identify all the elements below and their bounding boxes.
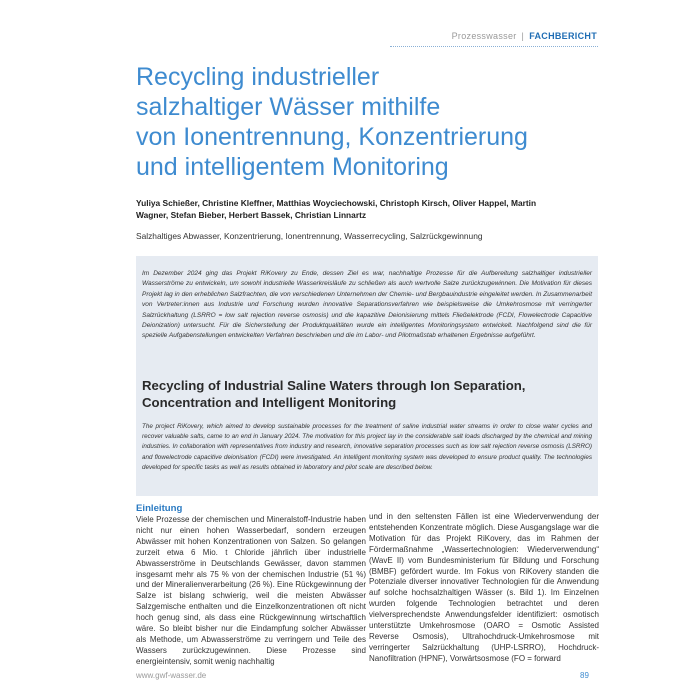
keyword-list: Salzhaltiges Abwasser, Konzentrierung, Ionentrennung, Wasserrecycling, Salzrückgewinnung: [136, 231, 483, 241]
title-line: Recycling industrieller: [136, 63, 380, 91]
title-line: salzhaltiger Wässer mithilfe: [136, 93, 441, 121]
footer-url: www.gwf-wasser.de: [136, 671, 207, 680]
article-title: [136, 62, 606, 182]
author-list: Yuliya Schießer, Christine Kleffner, Matthias Woyciechowski, Christoph Kirsch, Oliver Happel, Martin Wagner, Stefan Bieber, Herbert Bassek, Christian Linnartz: [136, 198, 537, 220]
title-line: und intelligentem Monitoring: [136, 153, 449, 181]
body-column-right: [369, 512, 599, 665]
english-title: [136, 377, 598, 411]
english-title-line: Recycling of Industrial Saline Waters through Ion Separation,: [142, 378, 526, 393]
english-title-line: Concentration and Intelligent Monitoring: [142, 395, 397, 410]
abstract-english: The project RiKovery, which aimed to develop sustainable processes for the treatment of saline industrial water streams in order to close water cycles and recover valuable salts, came to an end in January 2024. The motivation for this project lay in the considerable salt loads discharged by the chemical and mining industries. In collaboration with representatives from industry and research, innovative separation processes such as low salt rejection reverse osmosis (LSRRO) and flowelectrode capacitive deionisation (FCDI) were investigated. An intelligent monitoring system was developed to ensure product quality. The technologies developed for specific tasks as well as results obtained in laboratory and pilot scale are described below.: [142, 423, 592, 471]
body-paragraph: Viele Prozesse der chemischen und Mineralstoff-Industrie haben nicht nur einen hohen Wasserbedarf, sondern erzeugen Abwässer mit hohen Konzentrationen von Salzen. So gelangen zurzeit etwa 6 Mio. t Chloride jährlich über industrielle Abwasserströme in Deutschlands Gewässer, davon stammen insgesamt mehr als 75 % von der chemischen Industrie (51 %) und der Mineralienverarbeitung (26 %). Eine Rückgewinnung der Salze ist bislang schwierig, weil die meisten Abwässer Salzgemische enthalten und die Einzelkonzentrationen oft nicht hoch genug sind, als dass eine Rückgewinnung wirtschaftlich wäre. So bleibt bisher nur die Eindampfung solcher Abwässer als Methode, um Abwasserströme zu verringern und Teile des Wassers zurückzugewinnen. Diese Prozesse sind energieintensiv, somit wenig nachhaltig: [136, 515, 366, 666]
header-section-label: Prozesswasser: [451, 31, 517, 41]
page-number: 89: [580, 671, 589, 680]
title-line: von Ionentrennung, Konzentrierung: [136, 123, 528, 151]
body-column-left: [136, 503, 366, 668]
header-article-type: FACHBERICHT: [529, 31, 597, 41]
running-header: [452, 31, 597, 41]
header-separator: |: [521, 31, 525, 41]
abstract-german: Im Dezember 2024 ging das Projekt RiKovery zu Ende, dessen Ziel es war, nachhaltige Prozesse für die Aufbereitung salzhaltiger industrieller Wasserströme zu entwickeln, um sowohl industrielle Wasserkreisläufe zu schließen als auch wertvolle Salze zurückzugewinnen. Die Motivation für dieses Projekt lag in den erheblichen Salzfrachten, die von verschiedenen Unternehmen der Chemie- und Bergbauindustrie eingeleitet werden. In Zusammenarbeit von Vertreter:innen aus Industrie und Forschung wurden innovative Separationsverfahren wie beispielsweise die Umkehrosmose mit verringerter Salzrückhaltung (LSRRO = low salt rejection reverse osmosis) und die kapazitive Deionisierung mittels Fließelektrode (FCDI, Flowelectrode Capacitive Deionization) untersucht. Für die Sicherstellung der Produktqualitäten wurde ein intelligentes Monitoringsystem entwickelt. Nachfolgend sind die für spezielle Aufgabenstellungen entwickelten Verfahren beschrieben und die im Labor- und Pilotmaßstab erhaltenen Ergebnisse aufgeführt.: [142, 270, 592, 340]
body-paragraph: und in den seltensten Fällen ist eine Wiederverwendung der entstehenden Konzentrate möglich. Diese Ausgangslage war die Motivation für das Projekt RiKovery, das im Rahmen der Fördermaßnahme „Wassertechnologien: Wiederverwendung“ (WavE II) vom Bundesministerium für Bildung und Forschung (BMBF) gefördert wurde. Im Fokus von RiKovery standen die Potenziale diverser innovativer Technologien für die Anwendung auf solche hochsalzhaltigen Wässer (s. Bild 1). Im Einzelnen wurden folgende Technologien betrachtet und deren vielversprechendste Anwendungsfelder identifiziert: osmotisch unterstützte Umkehrosmose (OARO = Osmotic Assisted Reverse Osmosis), Ultrahochdruck-Umkehrosmose mit verringerter Salzrückhaltung (UHP-LSRRO), Hochdruck-Nanofiltration (HPNF), Vorwärtsosmose (FO = forward: [369, 512, 599, 663]
section-heading: Einleitung: [136, 503, 183, 514]
header-rule: [390, 46, 598, 47]
